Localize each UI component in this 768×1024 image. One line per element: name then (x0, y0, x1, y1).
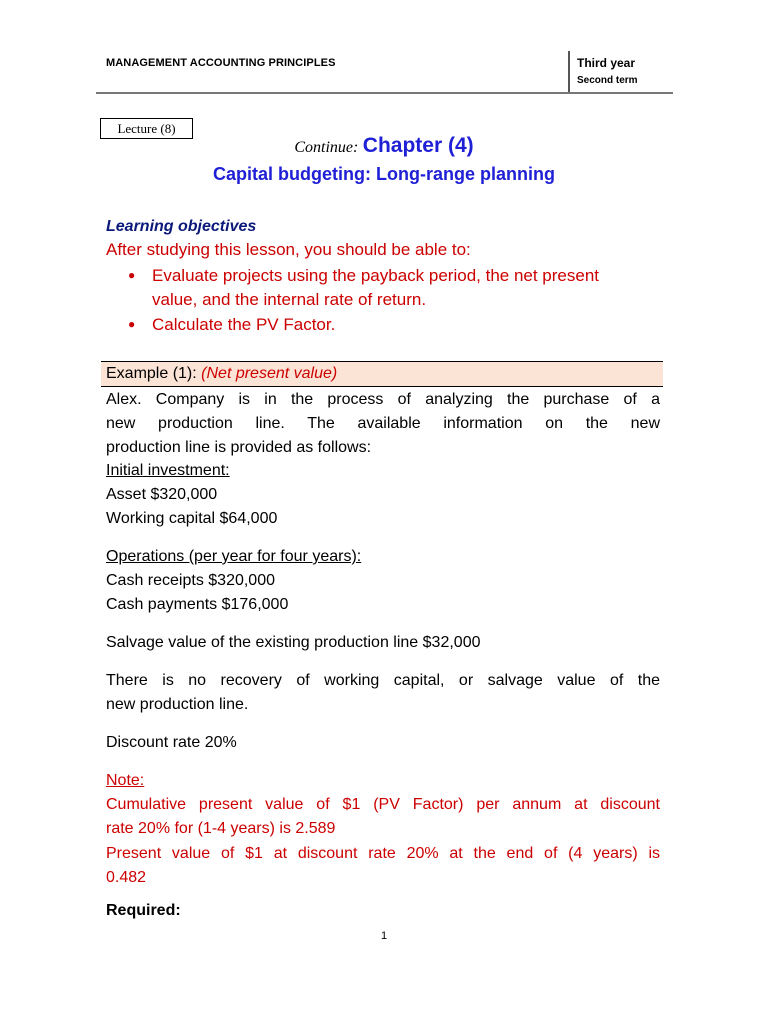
header-term: Second term (577, 75, 638, 86)
page-number: 1 (380, 930, 388, 942)
continue-label: Continue: (294, 139, 359, 156)
header-rule (96, 92, 673, 94)
example-heading (106, 362, 337, 386)
objective-item (0, 313, 768, 337)
example-intro-line2: new production line. The available information on the new (106, 415, 660, 432)
note-line3: Present value of $1 at discount rate 20% at the end of (4 years) is (106, 845, 660, 862)
objectives-intro: After studying this lesson, you should be able to: (106, 240, 471, 259)
cash-receipts-value: Cash receipts $320,000 (106, 572, 275, 589)
asset-value: Asset $320,000 (106, 486, 218, 503)
required-heading: Required: (106, 902, 181, 919)
example-topic: (Net present value) (201, 365, 338, 382)
note-line1: Cumulative present value of $1 (PV Factor) per annum at discount (106, 796, 660, 813)
salvage-existing: Salvage value of the existing production line $32,000 (106, 634, 481, 651)
course-title: MANAGEMENT ACCOUNTING PRINCIPLES (106, 57, 336, 69)
no-recovery-line2: new production line. (106, 696, 249, 713)
objective-1-line1: Evaluate projects using the payback period, the net present (152, 266, 600, 285)
example-label: Example (1): (106, 365, 197, 382)
bullet-icon: ● (128, 317, 136, 331)
bullet-icon: ● (128, 268, 136, 282)
header-divider (568, 51, 570, 94)
example-intro-line3: production line is provided as follows: (106, 439, 372, 456)
header-year: Third year (577, 56, 636, 70)
working-capital-value: Working capital $64,000 (106, 510, 278, 527)
note-heading: Note: (106, 772, 145, 789)
no-recovery-line1: There is no recovery of working capital, or salvage value of the (106, 672, 660, 689)
objectives-heading: Learning objectives (106, 218, 257, 235)
note-line4: 0.482 (106, 869, 147, 886)
objective-1-line2: value, and the internal rate of return. (152, 290, 427, 309)
chapter-subtitle: Capital budgeting: Long-range planning (213, 164, 555, 184)
objective-2-line1: Calculate the PV Factor. (152, 315, 336, 334)
chapter-heading (0, 134, 768, 158)
note-line2: rate 20% for (1-4 years) is 2.589 (106, 820, 336, 837)
lecture-label: Lecture (8) (100, 118, 193, 139)
cash-payments-value: Cash payments $176,000 (106, 596, 289, 613)
discount-rate: Discount rate 20% (106, 734, 237, 751)
chapter-title: Chapter (4) (362, 134, 474, 157)
example-intro-line1: Alex. Company is in the process of analyzing the purchase of a (106, 391, 660, 408)
operations-heading: Operations (per year for four years): (106, 548, 362, 565)
initial-investment-heading: Initial investment: (106, 462, 230, 479)
